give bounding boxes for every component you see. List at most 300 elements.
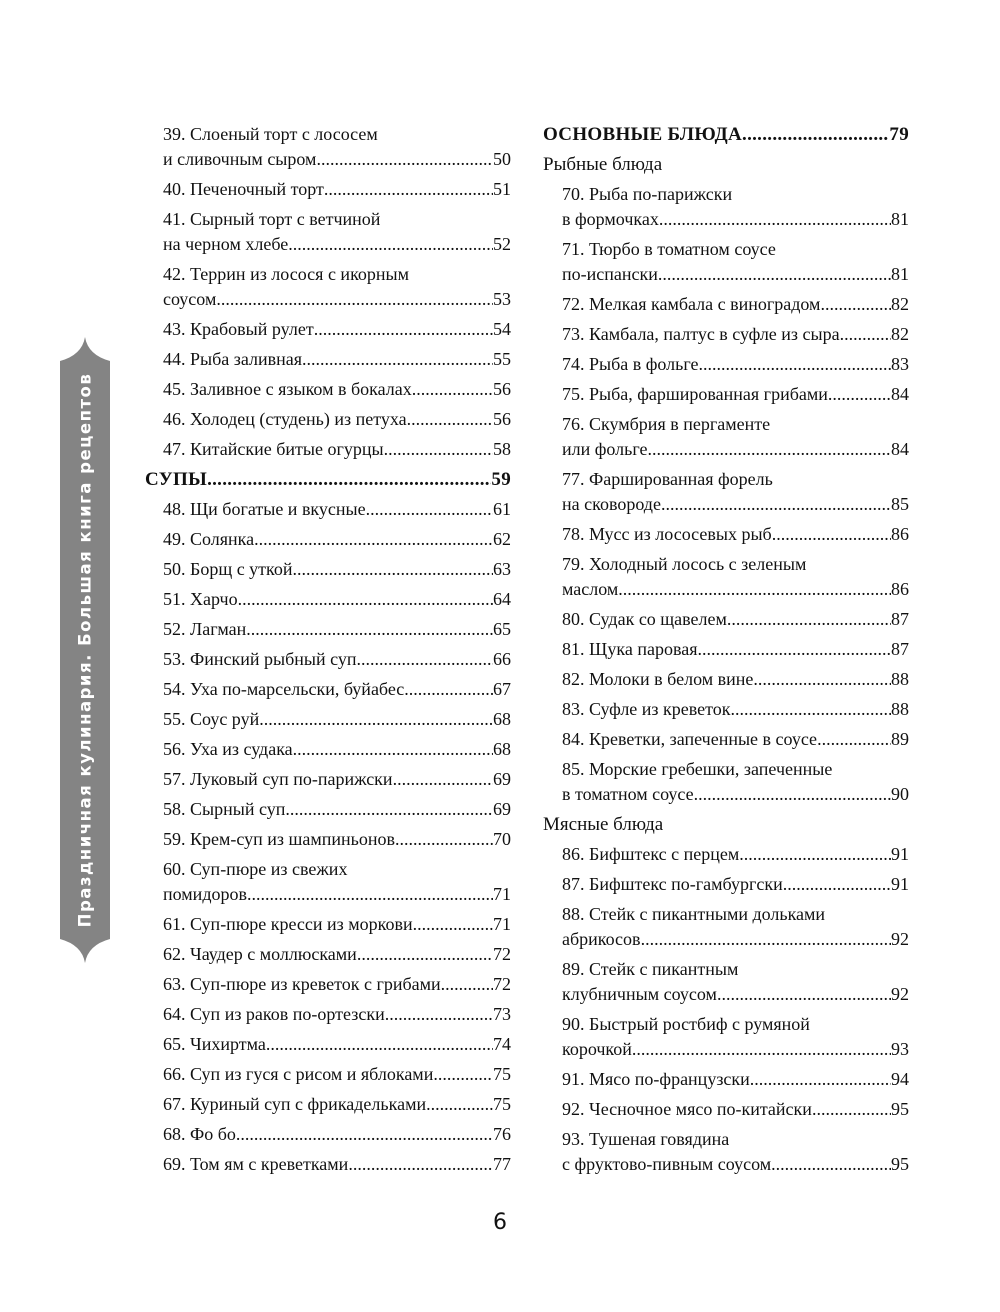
toc-page-number: 85	[891, 494, 909, 514]
dot-leader	[404, 677, 493, 702]
toc-entry-title: 44. Рыба заливная	[163, 349, 303, 369]
toc-line	[163, 882, 511, 907]
toc-entry	[163, 1062, 511, 1087]
toc-entry-title: 79. Холодный лосось с зеленым	[562, 554, 807, 574]
toc-entry	[163, 797, 511, 822]
dot-leader	[302, 347, 493, 372]
dot-leader	[384, 437, 493, 462]
toc-line	[163, 767, 511, 792]
toc-entry	[163, 557, 511, 582]
toc-line	[163, 377, 511, 402]
toc-page-number: 52	[493, 234, 511, 254]
toc-entry-title: 57. Луковый суп по-парижски	[163, 769, 393, 789]
toc-entry-title: 59. Крем-суп из шампиньонов	[163, 829, 395, 849]
toc-entry-title: 80. Судак со щавелем	[562, 609, 727, 629]
toc-entry	[562, 667, 909, 692]
dot-leader	[840, 322, 891, 347]
toc-subsection-heading	[543, 152, 909, 178]
toc-page-number: 86	[891, 524, 909, 544]
toc-entry-title: СУПЫ	[145, 469, 208, 490]
toc-page-number: 73	[493, 1004, 511, 1024]
toc-subsection-heading	[543, 812, 909, 838]
toc-line	[163, 1032, 511, 1057]
toc-entry-title: или фольге	[562, 439, 648, 459]
dot-leader	[385, 1002, 493, 1027]
toc-entry	[562, 872, 909, 897]
toc-line	[562, 292, 909, 317]
dot-leader	[727, 607, 891, 632]
toc-line	[562, 727, 909, 752]
toc-line	[562, 607, 909, 632]
toc-line	[562, 237, 909, 262]
toc-entry-title: 66. Суп из гуся с рисом и яблоками	[163, 1064, 434, 1084]
toc-page-number: 82	[891, 294, 909, 314]
toc-entry-title: в томатном соусе	[562, 784, 694, 804]
toc-line	[562, 782, 909, 807]
toc-entry-title: 73. Камбала, палтус в суфле из сыра	[562, 324, 840, 344]
toc-line	[562, 902, 909, 927]
toc-line	[163, 287, 511, 312]
dot-leader	[293, 737, 493, 762]
toc-entry	[562, 292, 909, 317]
toc-entry-title: помидоров	[163, 884, 247, 904]
page-number: 6	[493, 1210, 507, 1235]
toc-entry-title: с фруктово-пивным соусом	[562, 1154, 772, 1174]
toc-entry-title: 48. Щи богатые и вкусные	[163, 499, 366, 519]
toc-entry-title: 47. Китайские битые огурцы	[163, 439, 384, 459]
toc-page-number: 92	[891, 929, 909, 949]
toc-page-number: 89	[891, 729, 909, 749]
toc-page-number: 83	[891, 354, 909, 374]
toc-line	[562, 757, 909, 782]
dot-leader	[254, 527, 493, 552]
dot-leader	[739, 842, 891, 867]
toc-entry	[163, 347, 511, 372]
dot-leader	[783, 872, 891, 897]
dot-leader	[207, 467, 491, 492]
toc-entry-title: 76. Скумбрия в пергаменте	[562, 414, 771, 434]
toc-line	[562, 352, 909, 377]
toc-line	[562, 467, 909, 492]
toc-page-number: 66	[493, 649, 511, 669]
toc-page-number: 82	[891, 324, 909, 344]
toc-page-number: 92	[891, 984, 909, 1004]
dot-leader	[742, 122, 889, 147]
toc-page-number: 68	[493, 739, 511, 759]
dot-leader	[266, 1032, 493, 1057]
dot-leader	[641, 927, 891, 952]
toc-entry-title: 74. Рыба в фольге	[562, 354, 699, 374]
toc-line	[163, 617, 511, 642]
toc-entry	[163, 942, 511, 967]
toc-entry-title: 93. Тушеная говядина	[562, 1129, 730, 1149]
toc-page-number: 84	[891, 384, 909, 404]
toc-page-number: 79	[889, 124, 909, 145]
toc-entry	[163, 677, 511, 702]
toc-entry	[163, 1152, 511, 1177]
toc-entry	[163, 317, 511, 342]
toc-entry	[562, 637, 909, 662]
toc-line	[163, 737, 511, 762]
toc-entry	[562, 412, 909, 462]
toc-entry-title: клубничным соусом	[562, 984, 717, 1004]
toc-line	[163, 527, 511, 552]
toc-page-number: 54	[493, 319, 511, 339]
toc-entry	[562, 522, 909, 547]
toc-line	[163, 207, 511, 232]
toc-line	[163, 497, 511, 522]
toc-page-number: 53	[493, 289, 511, 309]
dot-leader	[820, 292, 891, 317]
toc-line	[163, 1062, 511, 1087]
toc-entry	[562, 352, 909, 377]
dot-leader	[731, 697, 891, 722]
toc-entry	[163, 1092, 511, 1117]
toc-page-number: 56	[493, 409, 511, 429]
toc-entry-title: 68. Фо бо	[163, 1124, 236, 1144]
toc-entry-title: 49. Солянка	[163, 529, 255, 549]
toc-page-number: 72	[493, 974, 511, 994]
toc-line	[163, 1002, 511, 1027]
toc-entry-title: 88. Стейк с пикантными дольками	[562, 904, 826, 924]
toc-line	[163, 407, 511, 432]
toc-page-number: 70	[493, 829, 511, 849]
toc-entry-title: Рыбные блюда	[543, 154, 663, 175]
toc-entry	[163, 767, 511, 792]
toc-page-number: 84	[891, 439, 909, 459]
toc-line	[562, 552, 909, 577]
toc-line	[543, 122, 909, 148]
toc-page-number: 95	[891, 1099, 909, 1119]
dot-leader	[828, 382, 891, 407]
toc-entry-title: 61. Суп-пюре кресси из моркови	[163, 914, 413, 934]
toc-entry	[163, 1032, 511, 1057]
toc-entry-title: Мясные блюда	[543, 814, 664, 835]
toc-line	[145, 467, 511, 493]
toc-entry-title: на сковороде	[562, 494, 661, 514]
toc-page-number: 69	[493, 769, 511, 789]
toc-line	[562, 382, 909, 407]
toc-entry	[163, 497, 511, 522]
toc-page-number: 90	[891, 784, 909, 804]
toc-entry-title: 85. Морские гребешки, запеченные	[562, 759, 833, 779]
toc-entry-title: на черном хлебе	[163, 234, 289, 254]
toc-page-number: 87	[891, 609, 909, 629]
toc-line	[163, 1092, 511, 1117]
toc-entry	[163, 737, 511, 762]
toc-entry-title: 81. Щука паровая	[562, 639, 698, 659]
toc-line	[562, 927, 909, 952]
toc-entry-title: 89. Стейк с пикантным	[562, 959, 739, 979]
toc-entry	[562, 697, 909, 722]
dot-leader	[812, 1097, 891, 1122]
toc-entry-title: 58. Сырный суп	[163, 799, 286, 819]
toc-page-number: 93	[891, 1039, 909, 1059]
toc-entry-title: 51. Харчо	[163, 589, 238, 609]
toc-entry	[163, 122, 511, 172]
toc-page-number: 88	[891, 699, 909, 719]
toc-line	[163, 347, 511, 372]
toc-entry	[562, 182, 909, 232]
dot-leader	[413, 912, 493, 937]
toc-line	[562, 412, 909, 437]
toc-entry-title: 75. Рыба, фаршированная грибами	[562, 384, 828, 404]
toc-line	[562, 437, 909, 462]
toc-line	[543, 152, 909, 178]
toc-entry	[163, 207, 511, 257]
toc-line	[562, 1037, 909, 1062]
toc-line	[163, 972, 511, 997]
toc-left-column	[145, 122, 511, 1182]
toc-entry	[562, 322, 909, 347]
toc-line	[562, 842, 909, 867]
side-tab	[60, 337, 110, 963]
toc-entry-title: абрикосов	[562, 929, 641, 949]
dot-leader	[324, 177, 493, 202]
dot-leader	[285, 797, 493, 822]
dot-leader	[366, 497, 493, 522]
toc-line	[562, 1067, 909, 1092]
toc-line	[562, 697, 909, 722]
toc-entry	[562, 1097, 909, 1122]
toc-entry-title: 54. Уха по-марсельски, буйабес	[163, 679, 405, 699]
dot-leader	[348, 1152, 493, 1177]
toc-entry-title: 64. Суп из раков по-ортезски	[163, 1004, 385, 1024]
toc-line	[562, 1012, 909, 1037]
dot-leader	[717, 982, 891, 1007]
dot-leader	[293, 557, 493, 582]
toc-line	[163, 317, 511, 342]
toc-entry	[562, 957, 909, 1007]
dot-leader	[259, 707, 493, 732]
toc-entry	[562, 607, 909, 632]
toc-line	[543, 812, 909, 838]
dot-leader	[817, 727, 891, 752]
toc-page-number: 95	[891, 1154, 909, 1174]
toc-entry	[163, 827, 511, 852]
toc-line	[562, 262, 909, 287]
toc-entry-title: 86. Бифштекс с перцем	[562, 844, 740, 864]
toc-page-number: 74	[493, 1034, 511, 1054]
dot-leader	[648, 437, 892, 462]
toc-entry-title: 55. Соус руй	[163, 709, 260, 729]
toc-page-number: 56	[493, 379, 511, 399]
toc-page-number: 69	[493, 799, 511, 819]
toc-line	[562, 982, 909, 1007]
toc-page-number: 91	[891, 874, 909, 894]
toc-line	[562, 957, 909, 982]
toc-entry	[562, 237, 909, 287]
toc-entry-title: 65. Чихиртма	[163, 1034, 266, 1054]
toc-section-heading	[145, 467, 511, 493]
toc-entry	[562, 727, 909, 752]
toc-line	[163, 827, 511, 852]
toc-line	[163, 122, 511, 147]
toc-line	[163, 942, 511, 967]
toc-page-number: 81	[891, 209, 909, 229]
toc-page-number: 59	[491, 469, 511, 490]
toc-line	[562, 577, 909, 602]
toc-page-number: 67	[493, 679, 511, 699]
toc-entry	[163, 707, 511, 732]
toc-page-number: 71	[493, 884, 511, 904]
dot-leader	[659, 207, 891, 232]
toc-entry	[163, 912, 511, 937]
toc-page-number: 75	[493, 1064, 511, 1084]
dot-leader	[661, 492, 891, 517]
toc-entry-title: ОСНОВНЫЕ БЛЮДА	[543, 124, 743, 145]
dot-leader	[236, 1122, 493, 1147]
dot-leader	[441, 972, 493, 997]
dot-leader	[632, 1037, 891, 1062]
toc-entry-title: 72. Мелкая камбала с виноградом	[562, 294, 821, 314]
toc-line	[163, 797, 511, 822]
toc-entry-title: 83. Суфле из креветок	[562, 699, 731, 719]
dot-leader	[357, 942, 493, 967]
toc-line	[163, 647, 511, 672]
toc-entry	[562, 902, 909, 952]
toc-entry-title: 41. Сырный торт с ветчиной	[163, 209, 381, 229]
dot-leader	[618, 577, 891, 602]
toc-line	[163, 557, 511, 582]
toc-entry-title: 63. Суп-пюре из креветок с грибами	[163, 974, 441, 994]
dot-leader	[316, 147, 493, 172]
dot-leader	[753, 667, 891, 692]
toc-line	[163, 147, 511, 172]
toc-page-number: 86	[891, 579, 909, 599]
dot-leader	[395, 827, 493, 852]
toc-entry-title: по-испански	[562, 264, 658, 284]
dot-leader	[694, 782, 891, 807]
toc-page-number: 76	[493, 1124, 511, 1144]
toc-entry-title: 52. Лагман	[163, 619, 247, 639]
toc-line	[163, 232, 511, 257]
toc-page-number: 64	[493, 589, 511, 609]
toc-entry	[163, 437, 511, 462]
toc-page-number: 81	[891, 264, 909, 284]
toc-entry	[562, 552, 909, 602]
toc-page-number: 62	[493, 529, 511, 549]
dot-leader	[314, 317, 493, 342]
toc-page-number: 91	[891, 844, 909, 864]
toc-page-number: 68	[493, 709, 511, 729]
toc-entry-title: 56. Уха из судака	[163, 739, 293, 759]
toc-entry-title: маслом	[562, 579, 619, 599]
dot-leader	[433, 1062, 493, 1087]
toc-line	[562, 207, 909, 232]
toc-line	[163, 707, 511, 732]
toc-entry-title: 90. Быстрый ростбиф с румяной	[562, 1014, 810, 1034]
toc-right-column	[543, 122, 909, 1182]
toc-entry	[562, 1067, 909, 1092]
dot-leader	[699, 352, 891, 377]
dot-leader	[698, 637, 892, 662]
toc-entry-title: 67. Куриный суп с фрикадельками	[163, 1094, 427, 1114]
toc-entry	[163, 857, 511, 907]
toc-entry	[163, 1002, 511, 1027]
toc-entry-title: 43. Крабовый рулет	[163, 319, 314, 339]
toc-entry-title: 78. Мусс из лососевых рыб	[562, 524, 772, 544]
toc-entry-title: 92. Чесночное мясо по-китайски	[562, 1099, 812, 1119]
dot-leader	[407, 407, 493, 432]
toc-entry-title: 39. Слоеный торт с лососем	[163, 124, 378, 144]
dot-leader	[247, 882, 493, 907]
toc-page-number: 50	[493, 149, 511, 169]
toc-entry-title: 71. Тюрбо в томатном соусе	[562, 239, 776, 259]
dot-leader	[238, 587, 493, 612]
dot-leader	[412, 377, 493, 402]
toc-entry	[163, 527, 511, 552]
dot-leader	[356, 647, 493, 672]
toc-entry-title: соусом	[163, 289, 217, 309]
toc-entry	[163, 262, 511, 312]
toc-page-number: 88	[891, 669, 909, 689]
toc-entry	[163, 407, 511, 432]
toc-section-heading	[543, 122, 909, 148]
toc-entry	[163, 177, 511, 202]
toc-entry-title: 42. Террин из лосося с икорным	[163, 264, 410, 284]
toc-page-number: 58	[493, 439, 511, 459]
toc-entry-title: 46. Холодец (студень) из петуха	[163, 409, 407, 429]
dot-leader	[216, 287, 493, 312]
toc-page-number: 72	[493, 944, 511, 964]
toc-entry-title: в формочках	[562, 209, 659, 229]
toc-line	[562, 182, 909, 207]
toc-line	[163, 177, 511, 202]
toc-entry	[562, 757, 909, 807]
toc-line	[163, 912, 511, 937]
toc-entry	[163, 647, 511, 672]
toc-entry	[562, 842, 909, 867]
toc-entry-title: 70. Рыба по-парижски	[562, 184, 733, 204]
toc-line	[163, 587, 511, 612]
toc-entry	[562, 1012, 909, 1062]
dot-leader	[246, 617, 493, 642]
toc-page-number: 71	[493, 914, 511, 934]
toc-line	[562, 492, 909, 517]
toc-page-number: 94	[891, 1069, 909, 1089]
toc-entry-title: 69. Том ям с креветками	[163, 1154, 349, 1174]
dot-leader	[750, 1067, 891, 1092]
toc-page-number: 65	[493, 619, 511, 639]
toc-entry	[562, 382, 909, 407]
toc-line	[562, 1127, 909, 1152]
toc-entry-title: 77. Фаршированная форель	[562, 469, 773, 489]
toc-line	[562, 637, 909, 662]
dot-leader	[288, 232, 493, 257]
toc-line	[562, 872, 909, 897]
toc-entry-title: 62. Чаудер с моллюсками	[163, 944, 357, 964]
toc-entry	[163, 587, 511, 612]
toc-entry-title: 45. Заливное с языком в бокалах	[163, 379, 412, 399]
toc-entry-title: и сливочным сыром	[163, 149, 317, 169]
toc-entry-title: корочкой	[562, 1039, 632, 1059]
toc-line	[163, 437, 511, 462]
toc-entry-title: 40. Печеночный торт	[163, 179, 324, 199]
toc-entry	[163, 1122, 511, 1147]
side-tab-title: Праздничная кулинария. Большая книга рецептов	[75, 372, 95, 928]
dot-leader	[426, 1092, 493, 1117]
toc-entry-title: 87. Бифштекс по-гамбургски	[562, 874, 783, 894]
toc-line	[163, 1152, 511, 1177]
toc-line	[163, 857, 511, 882]
toc-line	[562, 1152, 909, 1177]
toc-page-number: 51	[493, 179, 511, 199]
dot-leader	[771, 1152, 891, 1177]
dot-leader	[772, 522, 891, 547]
toc-line	[562, 322, 909, 347]
toc-line	[163, 1122, 511, 1147]
